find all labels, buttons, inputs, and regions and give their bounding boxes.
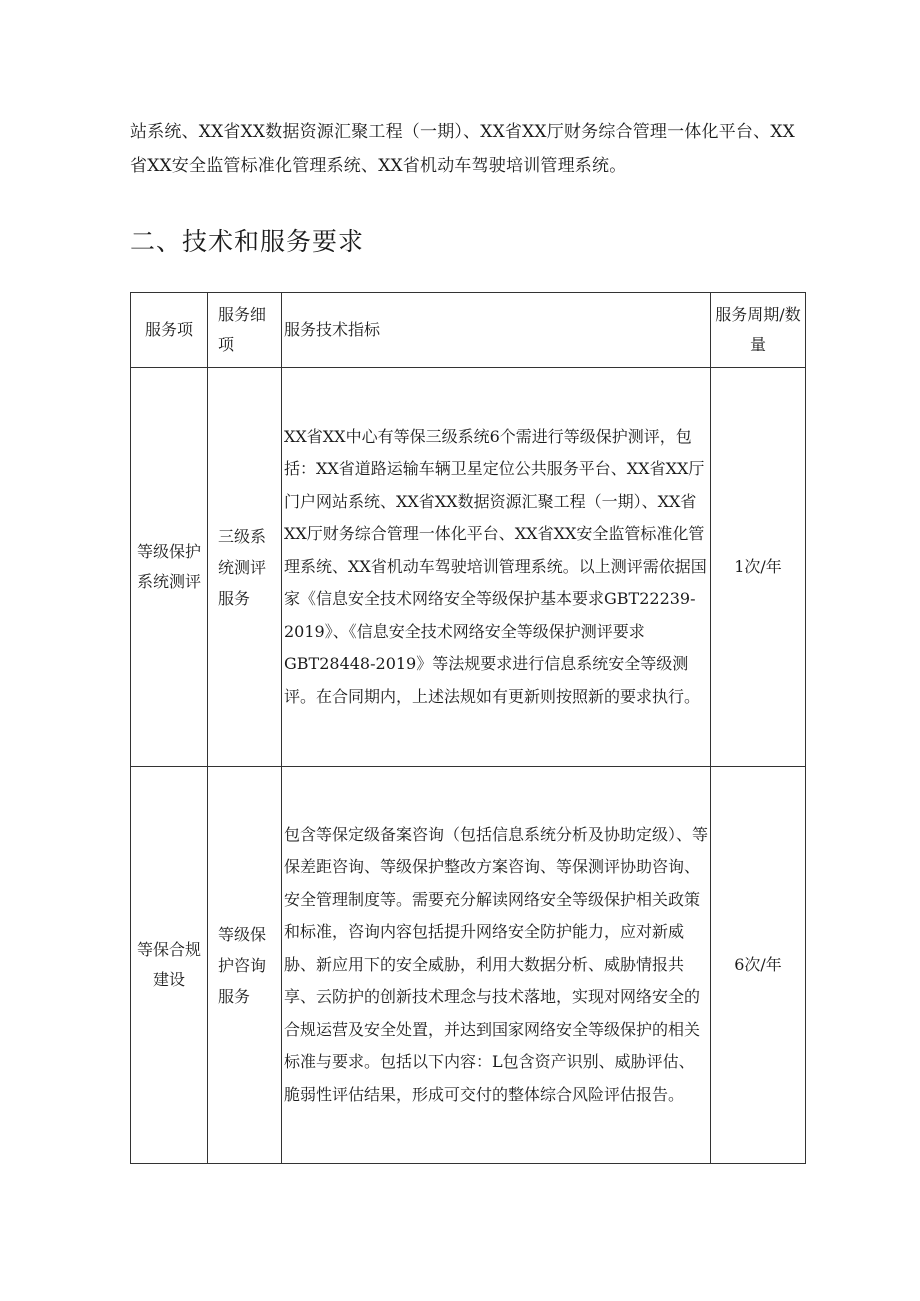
cell-service-sub-item: 三级系统测评服务	[208, 368, 282, 767]
cell-technical-spec: 包含等保定级备案咨询（包括信息系统分析及协助定级）、等保差距咨询、等级保护整改方案咨询、等保测评协助咨询、安全管理制度等。需要充分解读网络安全等级保护相关政策和标准，咨询内容包括提升网络安全防护能力，应对新威胁、新应用下的安全威胁，利用大数据分析、威胁情报共享、云防护的创新技术理念与技术落地，实现对网络安全的合规运营及安全处置，并达到国家网络安全等级保护的相关标准与要求。包括以下内容：L包含资产识别、威胁评估、脆弱性评估结果，形成可交付的整体综合风险评估报告。	[282, 767, 711, 1164]
cell-service-item: 等级保护系统测评	[131, 368, 208, 767]
header-service-item: 服务项	[131, 293, 208, 368]
cell-service-sub-item: 等级保护咨询服务	[208, 767, 282, 1164]
cell-service-period: 6次/年	[711, 767, 806, 1164]
intro-paragraph: 站系统、XX省XX数据资源汇聚工程（一期）、XX省XX厅财务综合管理一体化平台、XX省XX安全监管标准化管理系统、XX省机动车驾驶培训管理系统。	[130, 122, 795, 176]
cell-technical-spec: XX省XX中心有等保三级系统6个需进行等级保护测评，包括：XX省道路运输车辆卫星定位公共服务平台、XX省XX厅门户网站系统、XX省XX数据资源汇聚工程（一期）、XX省XX厅财务综合管理一体化平台、XX省XX安全监管标准化管理系统、XX省机动车驾驶培训管理系统。以上测评需依据国家《信息安全技术网络安全等级保护基本要求GBT22239-2019》、《信息安全技术网络安全等级保护测评要求GBT28448-2019》等法规要求进行信息系统安全等级测评。在合同期内，上述法规如有更新则按照新的要求执行。	[282, 368, 711, 767]
header-service-sub-item: 服务细项	[208, 293, 282, 368]
table-header-row	[131, 293, 806, 368]
cell-service-item: 等保合规建设	[131, 767, 208, 1164]
section-heading: 二、技术和服务要求	[130, 227, 365, 256]
table-row	[131, 767, 806, 1164]
requirements-table	[130, 292, 806, 1164]
cell-service-period: 1次/年	[711, 368, 806, 767]
table-row	[131, 368, 806, 767]
header-service-period: 服务周期/数量	[711, 293, 806, 368]
header-technical-spec: 服务技术指标	[282, 293, 711, 368]
